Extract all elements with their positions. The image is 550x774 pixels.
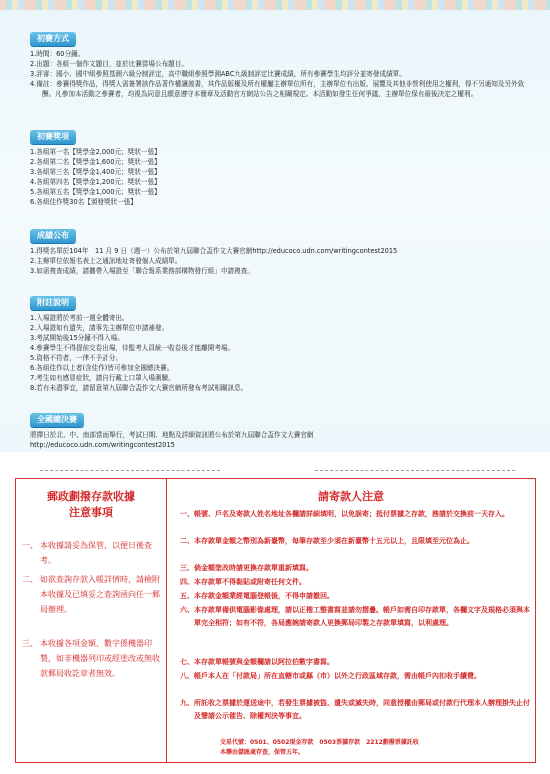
list-item: 2.入場證如有遺失，請事先主辦單位申請補發。 (30, 324, 169, 332)
receipt-title: 郵政劃撥存款收據 (47, 490, 135, 503)
list-item: 2.出題：各組一個作文題目，並於比賽當場公布題目。 (30, 60, 188, 68)
list-item: 6.各組佳作獎30名【頒發獎狀一張】 (30, 198, 137, 206)
note-text: 本存款金額業經電腦登帳後，不得申請撤回。 (194, 591, 334, 600)
note-number: 四、 (180, 577, 194, 586)
note-number: 二、 (180, 536, 194, 545)
note-text: 本存款單金額之幣別為新臺幣，每筆存款至少須在新臺幣十五元以上，且限填至元位為止。 (194, 536, 474, 545)
section-results-announcement (30, 223, 530, 276)
note-number: 二、 (22, 575, 38, 584)
note-text: 本收據請妥為保管，以便日後查考。 (40, 541, 152, 565)
list-item: 1.入場證將於考前一週全體寄出。 (30, 314, 129, 322)
note-number: 三、 (22, 639, 38, 648)
note-text: 本存款單不得黏貼或附寄任何文件。 (194, 577, 306, 586)
note-number: 五、 (180, 591, 194, 600)
depositor-note (180, 535, 530, 548)
depositor-note (180, 508, 530, 521)
depositor-note (180, 590, 530, 603)
note-text: 本收據各項金額、數字係機器印製，如非機器列印或經塗改或無收款郵局收訖章者無效。 (40, 639, 160, 678)
pencil-border-decoration (0, 0, 550, 10)
section-national-finals (30, 407, 530, 450)
list-item: 7.考生如有感冒症狀，請自行戴上口罩入場測驗。 (30, 374, 175, 382)
list-item: 4.各組第四名【獎學金1,200元；獎狀一張】 (30, 178, 161, 186)
note-number: 一、 (22, 541, 38, 550)
list-item: 5.資格不符者，一律不予計分。 (30, 354, 123, 362)
form-divider (166, 478, 167, 763)
receipt-note (22, 572, 160, 617)
note-number: 三、 (180, 563, 194, 572)
depositor-note (180, 562, 530, 575)
section-preliminary-awards (30, 124, 530, 207)
note-text: 倘金額塗改時請更換存款單重新填寫。 (194, 563, 313, 572)
archive-note: 本聯由儲匯處存查，保管五年。 (220, 749, 305, 756)
note-number: 七、 (180, 657, 194, 666)
depositor-note (180, 576, 530, 589)
list-item: 8.若有未盡事宜，請留意第九屆聯合盃作文大賽官網所發布考試相關訊息。 (30, 384, 248, 392)
list-item: 1.時間：60分鐘。 (30, 50, 85, 58)
list-item: 2.各組第二名【獎學金1,600元；獎狀一張】 (30, 158, 161, 166)
list-item: 3.評審：國小、國中組參照基測六級分制評定，高中職組參照學測ABC九級制評定比賽成績，所有參賽學生均評分並寄發成績單。 (30, 70, 406, 78)
list-item: 5.各組第五名【獎學金1,000元；獎狀一張】 (30, 188, 161, 196)
list-item: 2.主辦單位依報名表上之通訊地址寄發個人成績單。 (30, 257, 182, 265)
section-tag: 附註說明 (30, 296, 76, 310)
note-text: 如欲查詢存款入帳詳情時，請檢附本收據及已填妥之查詢函向任一郵局辦理。 (40, 575, 160, 614)
list-item: 1.各組第一名【獎學金2,000元；獎狀一張】 (30, 148, 161, 156)
section-tag: 成績公布 (30, 229, 76, 243)
note-number: 八、 (180, 671, 194, 680)
list-item: 將擇日於北、中、南部當面舉行，考試日期、地點及詳細資訊將公布於第九屆聯合盃作文大賽官網 (30, 431, 314, 439)
website-link[interactable]: http://educoco.udn.com/writingcontest2015 (30, 441, 175, 449)
list-item: 4.備註：參賽得獎作品，得獎人需簽署該作品著作權讓渡書，其作品版權及所有權屬主辦單位所有，主辦單位有出版、展覽及其他非營利使用之權利，得不另通知及另外致酬。凡參加本活動之參賽者，均視為同意且願意遵守本簡章及活動官方網站公告之相關規定。本活動如發生任何爭議，主辦單位保有最後決定之權利。 (30, 80, 525, 98)
section-tag: 全國總決賽 (30, 413, 84, 427)
receipt-note (22, 636, 160, 681)
section-tag: 初賽方式 (30, 32, 76, 46)
note-number: 一、 (180, 509, 194, 518)
transaction-codes: 交易代號：0501、0502現金存款 0503票據存款 2212劃撥票據託收 (220, 739, 419, 746)
note-text: 帳號、戶名及寄款人姓名地址各欄請詳細填明，以免誤寄；抵付票據之存款，務請於交換前一天存入。 (194, 509, 509, 518)
cut-line-left (40, 470, 220, 471)
note-text: 本存款單備供電腦影像處理，請以正楷工整書寫並請勿摺疊。帳戶如需自印存款單，各欄文字及規格必須與本單完全相符；如有不符，各局應婉請寄款人更換郵局印製之存款單填寫，以利處理。 (194, 605, 530, 627)
note-text: 所託收之票據於運送途中，若發生票據被盜、遺失或滅失時，同意授權由郵局或付款行代理本人辦理掛失止付及聲請公示催告、除權判決等事宜。 (194, 698, 530, 720)
depositor-notice-title: 請寄款人注意 (318, 490, 384, 503)
note-text: 本存款單帳號與金額欄請以阿拉伯數字書寫。 (194, 657, 334, 666)
section-preliminary-format (30, 26, 530, 99)
depositor-note (180, 670, 530, 683)
receipt-subtitle: 注意事項 (69, 506, 113, 519)
list-item: 6.各組佳作以上者(含佳作)皆可參加全國總決賽。 (30, 364, 174, 372)
list-item: 3.如需複查成績，請攜帶入場證至「聯合報系業務部構物發行組」申請複查。 (30, 267, 254, 275)
list-item: 3.各組第三名【獎學金1,400元；獎狀一張】 (30, 168, 161, 176)
depositor-note (180, 697, 530, 722)
list-item: 4.參賽學生不得提前交卷出場，待監考人員統一收卷後才能離開考場。 (30, 344, 235, 352)
depositor-note (180, 604, 530, 629)
section-notes (30, 290, 530, 393)
depositor-note (180, 656, 530, 669)
receipt-note (22, 538, 160, 568)
note-text: 帳戶本人在「付款局」所在直轄市或縣（市）以外之行政區域存款，需由帳戶內扣收手續費。 (194, 671, 481, 680)
section-tag: 初賽獎項 (30, 130, 76, 144)
note-number: 六、 (180, 605, 194, 614)
note-number: 九、 (180, 698, 194, 707)
list-item: 3.考試開始後15分鐘不得入場。 (30, 334, 124, 342)
cut-line-right (315, 470, 515, 471)
list-item: 1.得獎名單於104年 11 月 9 日（週一）公布於第九屆聯合盃作文大賽官網http://educoco.udn.com/writingcontest2015 (30, 247, 398, 255)
